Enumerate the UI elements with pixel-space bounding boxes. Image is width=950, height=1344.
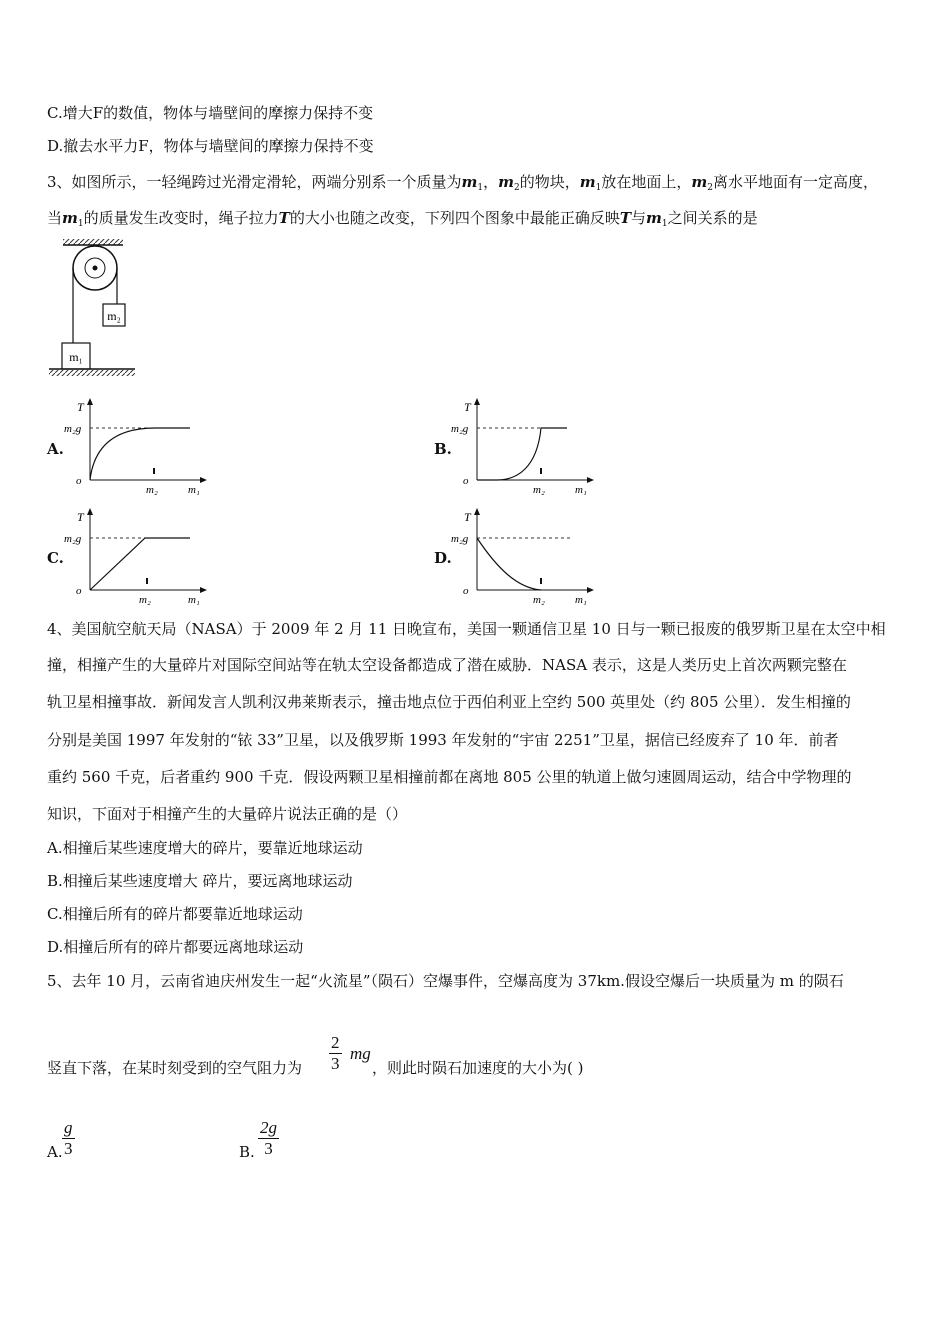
q3-var-m1: m bbox=[62, 209, 78, 227]
q3-option-d-label: D. bbox=[434, 549, 452, 567]
q3-var-T: T bbox=[278, 209, 290, 227]
q4-stem-line: 分别是美国 1997 年发射的“铱 33”卫星，以及俄罗斯 1993 年发射的“宇宙 2251”卫星，据信已经废弃了 10 年．前者 bbox=[47, 731, 839, 749]
q3-option-b-label: B. bbox=[434, 440, 452, 458]
q3-option-c-label: C. bbox=[47, 549, 64, 567]
q5-stem-line2b: ，则此时陨石加速度的大小为( ) bbox=[372, 1059, 584, 1077]
x-axis-label: m₁ bbox=[188, 484, 200, 496]
x-axis-label: m₁ bbox=[188, 594, 200, 606]
fraction-numerator: 2 bbox=[331, 1033, 340, 1052]
curve bbox=[90, 428, 190, 480]
origin-label: o bbox=[76, 475, 82, 487]
x-axis-label: m₁ bbox=[575, 484, 587, 496]
q5-force-variable: mg bbox=[350, 1044, 371, 1063]
q3-sub: 1 bbox=[661, 219, 668, 229]
graph-d bbox=[451, 508, 597, 608]
q5-option-a-fraction bbox=[62, 1118, 75, 1159]
origin-label: o bbox=[463, 475, 469, 487]
q3-var-m1: m bbox=[646, 209, 662, 227]
q5-option-b-label: B. bbox=[239, 1143, 255, 1161]
block-m2-label: m₂ bbox=[107, 309, 121, 323]
y-arrow-icon bbox=[87, 508, 93, 515]
q4-option-c: C.相撞后所有的碎片都要靠近地球运动 bbox=[47, 905, 303, 923]
fraction-denominator: 3 bbox=[264, 1139, 273, 1158]
x-mark-label: m₂ bbox=[139, 594, 151, 606]
y-axis-label: T bbox=[464, 510, 471, 524]
fraction-denominator: 3 bbox=[64, 1139, 73, 1158]
graph-b bbox=[451, 398, 597, 498]
curve bbox=[90, 538, 190, 590]
y-axis-label: T bbox=[464, 400, 471, 414]
q4-option-a: A.相撞后某些速度增大的碎片，要靠近地球运动 bbox=[47, 839, 363, 857]
q3-sub: 1 bbox=[77, 219, 84, 229]
q3-text: 离水平地面有一定高度， bbox=[713, 173, 879, 191]
curve bbox=[477, 428, 567, 480]
block-m1-label: m₁ bbox=[69, 350, 83, 364]
q3-var-m1: m bbox=[579, 173, 596, 191]
fraction-denominator: 3 bbox=[331, 1054, 340, 1073]
q5-option-a-label: A. bbox=[47, 1143, 63, 1161]
q3-text: 3、如图所示，一轻绳跨过光滑定滑轮，两端分别系一个质量为 bbox=[47, 173, 462, 191]
level-label: m₂g bbox=[451, 423, 469, 435]
origin-label: o bbox=[463, 585, 469, 597]
q3-text: 放在地面上， bbox=[601, 173, 692, 191]
level-label: m₂g bbox=[64, 423, 82, 435]
curve bbox=[477, 538, 541, 590]
level-label: m₂g bbox=[64, 533, 82, 545]
q3-sub: 2 bbox=[707, 183, 714, 193]
q3-text: 的物块， bbox=[519, 173, 580, 191]
ground bbox=[49, 369, 135, 376]
q2-option-c: C.增大F的数值，物体与墙壁间的摩擦力保持不变 bbox=[47, 104, 374, 122]
q3-text: 与 bbox=[631, 209, 647, 227]
y-axis-label: T bbox=[77, 510, 84, 524]
q3-text: 之间关系的是 bbox=[667, 209, 758, 227]
level-label: m₂g bbox=[451, 533, 469, 545]
y-axis-label: T bbox=[77, 400, 84, 414]
x-arrow-icon bbox=[587, 587, 594, 593]
q3-var-m2: m bbox=[691, 173, 708, 191]
q4-option-b: B.相撞后某些速度增大 碎片，要远离地球运动 bbox=[47, 872, 353, 890]
q5-force-fraction bbox=[329, 1033, 342, 1074]
q3-stem-line1 bbox=[47, 172, 878, 198]
q4-stem-line: 4、美国航空航天局（NASA）于 2009 年 2 月 11 日晚宣布，美国一颗通信卫星 10 日与一颗已报废的俄罗斯卫星在太空中相 bbox=[47, 620, 886, 638]
q3-text: ， bbox=[483, 173, 499, 191]
x-mark-label: m₂ bbox=[146, 484, 158, 496]
q3-text: 的大小也随之改变，下列四个图象中最能正确反映 bbox=[289, 209, 620, 227]
q3-sub: 1 bbox=[595, 183, 602, 193]
q4-stem-line: 重约 560 千克，后者重约 900 千克．假设两颗卫星相撞前都在离地 805 公里的轨道上做匀速圆周运动，结合中学物理的 bbox=[47, 768, 852, 786]
q5-option-b-fraction bbox=[258, 1118, 279, 1159]
fraction-numerator: g bbox=[64, 1118, 73, 1137]
y-arrow-icon bbox=[474, 508, 480, 515]
x-mark-label: m₂ bbox=[533, 484, 545, 496]
y-arrow-icon bbox=[474, 398, 480, 405]
x-arrow-icon bbox=[200, 587, 207, 593]
pulley-hub bbox=[93, 266, 98, 271]
q3-var-m2: m bbox=[498, 173, 515, 191]
y-arrow-icon bbox=[87, 398, 93, 405]
q3-var-T: T bbox=[619, 209, 631, 227]
q4-stem-line: 撞，相撞产生的大量碎片对国际空间站等在轨太空设备都造成了潜在威胁．NASA 表示，这是人类历史上首次两颗完整在 bbox=[47, 656, 847, 674]
q3-text: 的质量发生改变时，绳子拉力 bbox=[83, 209, 279, 227]
fraction-numerator: 2g bbox=[260, 1118, 277, 1137]
graph-a bbox=[64, 398, 210, 498]
q3-sub: 2 bbox=[514, 183, 520, 193]
x-mark-label: m₂ bbox=[533, 594, 545, 606]
q3-text: 当 bbox=[47, 209, 63, 227]
pulley-figure bbox=[45, 238, 145, 383]
x-arrow-icon bbox=[587, 477, 594, 483]
ceiling bbox=[63, 239, 123, 245]
q3-stem-line2 bbox=[47, 208, 758, 234]
q5-stem-line1: 5、去年 10 月，云南省迪庆州发生一起“火流星”（陨石）空爆事件，空爆高度为 37km.假设空爆后一块质量为 m 的陨石 bbox=[47, 972, 844, 990]
x-axis-label: m₁ bbox=[575, 594, 587, 606]
q3-option-a-label: A. bbox=[47, 440, 64, 458]
q4-stem-line: 知识，下面对于相撞产生的大量碎片说法正确的是（） bbox=[47, 805, 408, 823]
q3-var-m1: m bbox=[461, 173, 478, 191]
x-arrow-icon bbox=[200, 477, 207, 483]
q3-sub: 1 bbox=[477, 183, 484, 193]
origin-label: o bbox=[76, 585, 82, 597]
q5-stem-line2a: 竖直下落，在某时刻受到的空气阻力为 bbox=[47, 1059, 303, 1077]
q4-option-d: D.相撞后所有的碎片都要远离地球运动 bbox=[47, 938, 304, 956]
q2-option-d: D.撤去水平力F，物体与墙壁间的摩擦力保持不变 bbox=[47, 137, 374, 155]
q4-stem-line: 轨卫星相撞事故．新闻发言人凯利汉弗莱斯表示，撞击地点位于西伯利亚上空约 500 英里处（约 805 公里）．发生相撞的 bbox=[47, 693, 851, 711]
graph-c bbox=[64, 508, 210, 608]
